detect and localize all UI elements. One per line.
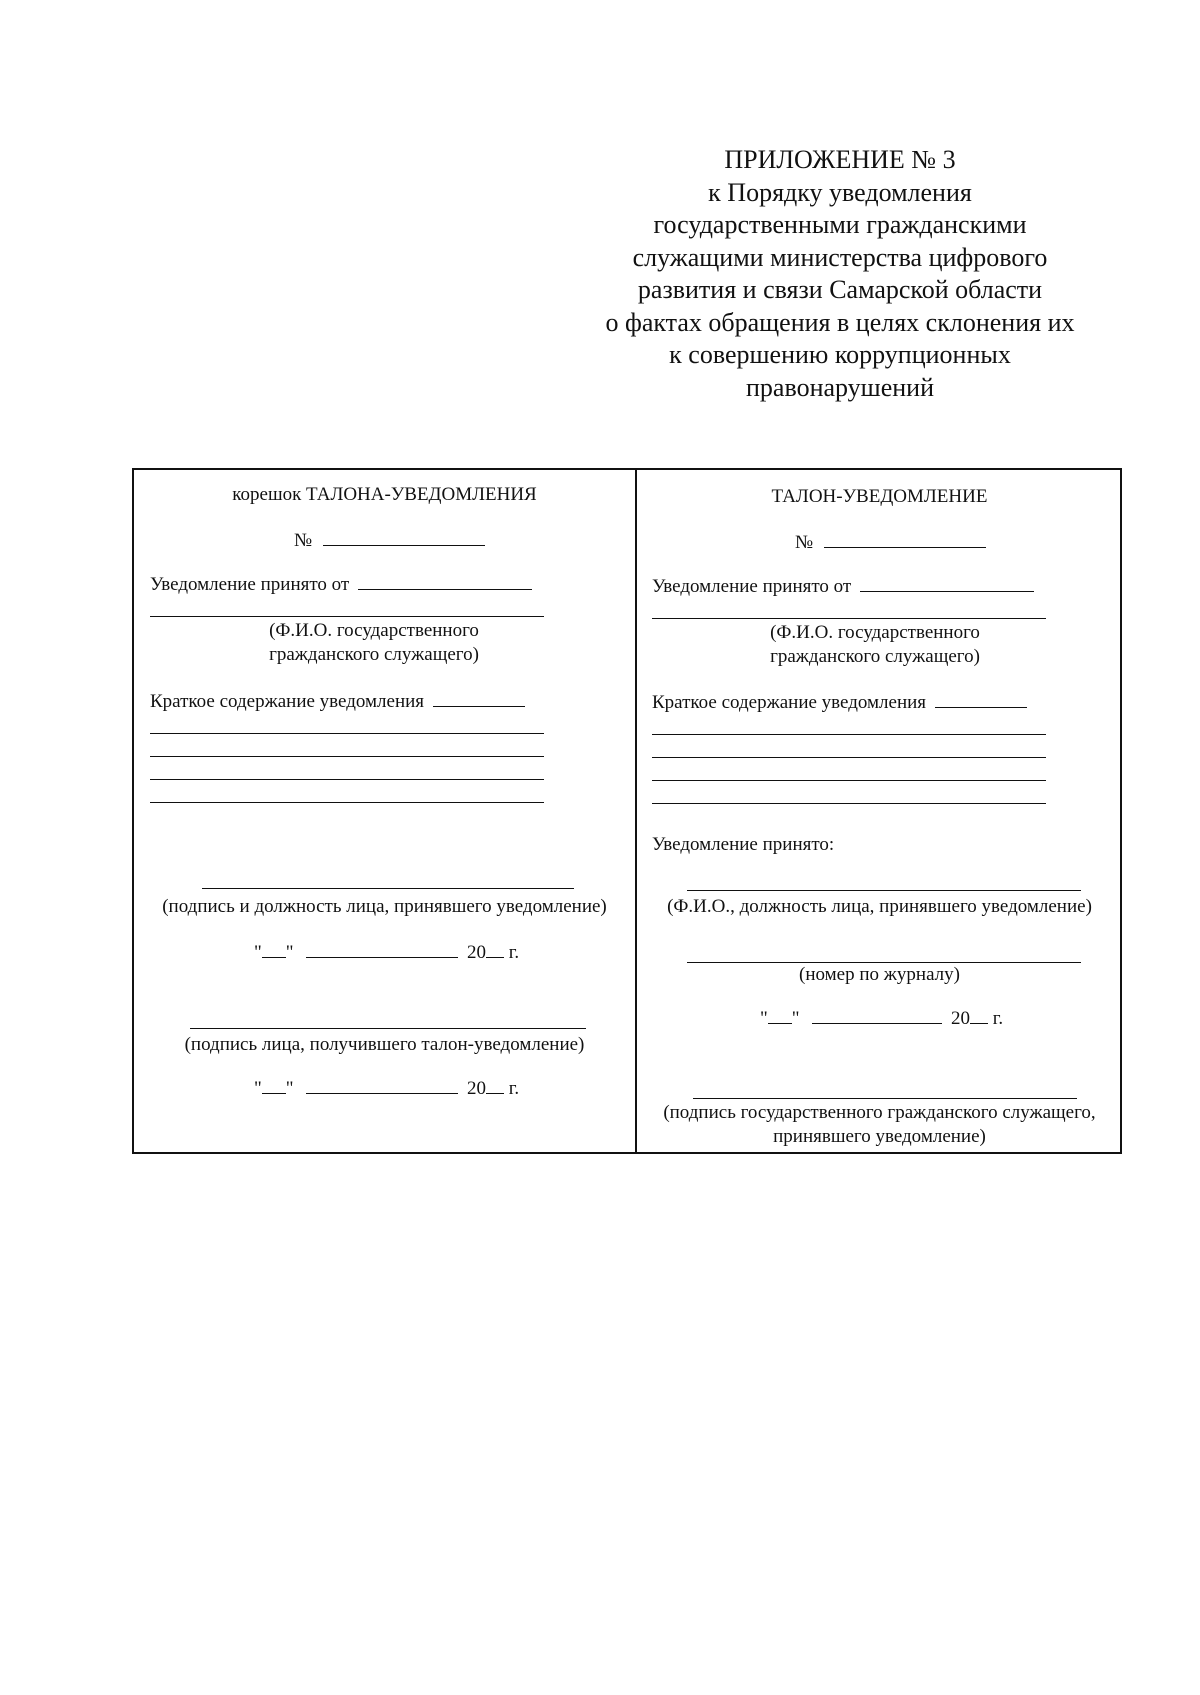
stub-date2-year-field[interactable] [486, 1076, 504, 1094]
notification-form [132, 468, 1122, 1154]
stub-date-year-field[interactable] [486, 940, 504, 958]
stub-summary-field[interactable] [433, 689, 525, 707]
stub-date2-month-field[interactable] [306, 1076, 458, 1094]
stub-summary-line[interactable] [150, 802, 544, 803]
appendix-title: ПРИЛОЖЕНИЕ № 3 [724, 145, 956, 174]
coupon-journal-line[interactable] [687, 962, 1081, 963]
stub-summary-line[interactable] [150, 779, 544, 780]
coupon-accepted-line[interactable] [687, 890, 1081, 891]
coupon-received-row [652, 574, 1034, 598]
coupon-signature-line[interactable] [693, 1098, 1077, 1099]
stub-signature-caption: (подпись и должность лица, принявшего уведомление) [162, 896, 607, 917]
coupon-title: ТАЛОН-УВЕДОМЛЕНИЕ [771, 486, 988, 507]
stub-fio-caption-2: гражданского служащего) [269, 644, 479, 665]
stub-received-label: Уведомление принято от [150, 574, 350, 595]
coupon-summary-line[interactable] [652, 757, 1046, 758]
coupon-date-month-field[interactable] [812, 1006, 942, 1024]
coupon-fio-caption-1: (Ф.И.О. государственного [770, 622, 980, 643]
appendix-line: развития и связи Самарской области [637, 275, 1043, 304]
stub-fio-caption-1: (Ф.И.О. государственного [269, 620, 479, 641]
stub-summary-line[interactable] [150, 733, 544, 734]
appendix-header [580, 144, 1100, 404]
stub-date2-day-field[interactable] [262, 1076, 286, 1094]
coupon-accepted-caption: (Ф.И.О., должность лица, принявшего уведомление) [667, 896, 1092, 917]
stub-receiver-caption: (подпись лица, получившего талон-уведомление) [184, 1034, 585, 1055]
coupon-summary-field[interactable] [935, 690, 1027, 708]
number-sign: № [294, 530, 313, 551]
appendix-line: о фактах обращения в целях склонения их [605, 307, 1075, 337]
stub-receiver-line[interactable] [190, 1028, 586, 1029]
coupon-number-row [795, 530, 986, 554]
coupon-signature-caption-2: принявшего уведомление) [773, 1126, 986, 1147]
stub-date-row-1: " " 20 г. [254, 942, 520, 963]
coupon-fio-line[interactable] [652, 618, 1046, 619]
stub-date-day-field[interactable] [262, 940, 286, 958]
stub-received-field[interactable] [358, 572, 532, 590]
coupon-fio-caption-2: гражданского служащего) [770, 646, 980, 667]
coupon-received-label: Уведомление принято от [652, 576, 852, 597]
coupon-summary-label: Краткое содержание уведомления [652, 692, 927, 713]
stub-title: корешок ТАЛОНА-УВЕДОМЛЕНИЯ [232, 484, 537, 505]
stub-date-month-field[interactable] [306, 940, 458, 958]
stub-summary-label: Краткое содержание уведомления [150, 691, 425, 712]
stub-signature-line[interactable] [202, 888, 574, 889]
stub-number-row [294, 528, 485, 552]
coupon-journal-caption: (номер по журналу) [799, 964, 960, 985]
number-sign: № [795, 532, 814, 553]
stub-summary-line[interactable] [150, 756, 544, 757]
appendix-line: к совершению коррупционных [669, 340, 1011, 369]
coupon-accepted-label: Уведомление принято: [652, 834, 835, 855]
stub-column [134, 470, 635, 1152]
stub-received-row [150, 572, 532, 596]
coupon-date-day-field[interactable] [768, 1006, 792, 1024]
stub-date-row-2: " " 20 г. [254, 1078, 520, 1099]
coupon-summary-line[interactable] [652, 734, 1046, 735]
stub-number-field[interactable] [323, 528, 485, 546]
coupon-summary-line[interactable] [652, 780, 1046, 781]
coupon-signature-caption-1: (подпись государственного гражданского служащего, [663, 1102, 1096, 1123]
appendix-line: правонарушений [746, 372, 934, 402]
appendix-line: служащими министерства цифрового [632, 242, 1048, 272]
appendix-line: к Порядку уведомления [708, 177, 972, 207]
coupon-received-field[interactable] [860, 574, 1034, 592]
coupon-date-year-field[interactable] [970, 1006, 988, 1024]
coupon-summary-row [652, 690, 1027, 714]
coupon-date-row: " " 20 г. [760, 1008, 1004, 1029]
appendix-line: государственными гражданскими [653, 210, 1027, 239]
coupon-number-field[interactable] [824, 530, 986, 548]
stub-fio-line[interactable] [150, 616, 544, 617]
coupon-column [637, 470, 1122, 1152]
coupon-summary-line[interactable] [652, 803, 1046, 804]
stub-summary-row [150, 689, 525, 713]
